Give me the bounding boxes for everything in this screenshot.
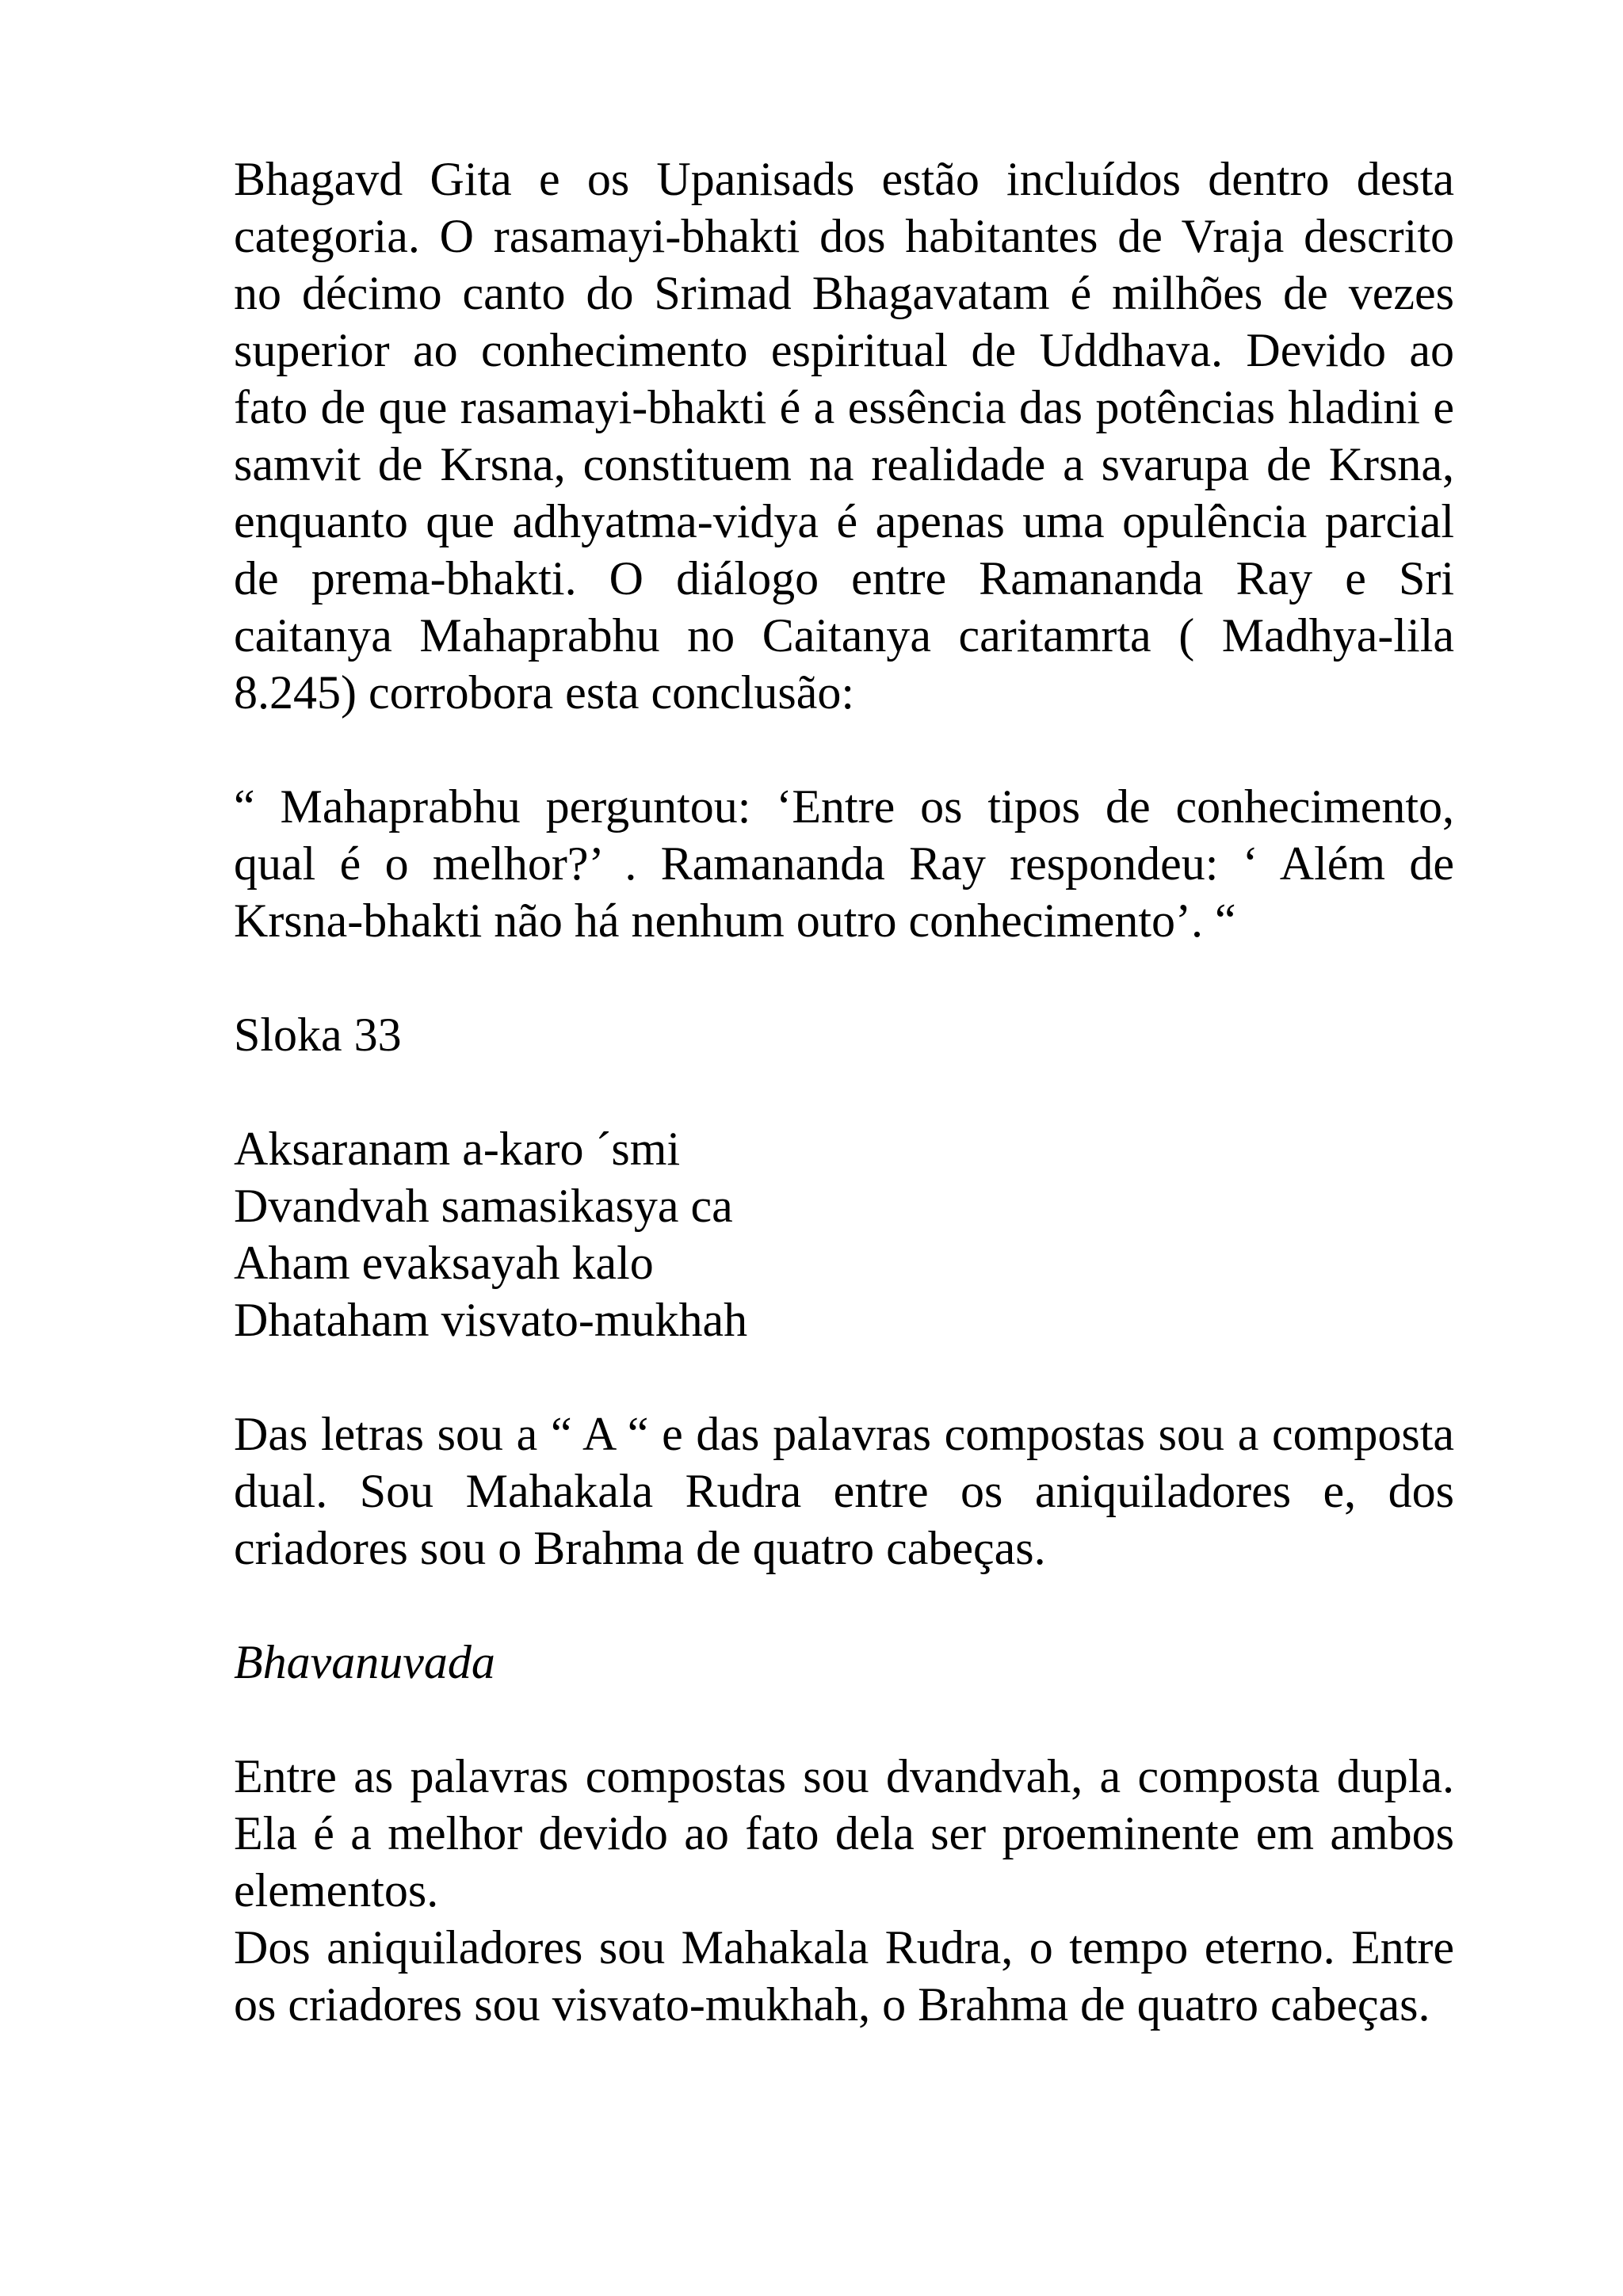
sloka-heading: Sloka 33 <box>234 1009 402 1061</box>
commentary-paragraph-2: Dos aniquiladores sou Mahakala Rudra, o tempo eterno. Entre os criadores sou visvato-mukhah, o Brahma de quatro cabeças. <box>234 1921 1454 2031</box>
verse-line-1: Aksaranam a-karo ´smi <box>234 1123 681 1175</box>
spacer <box>234 1063 1454 1120</box>
verse-line-4: Dhataham visvato-mukhah <box>234 1294 748 1346</box>
bhavanuvada-heading: Bhavanuvada <box>234 1636 495 1688</box>
spacer <box>234 949 1454 1006</box>
spacer <box>234 1691 1454 1748</box>
dialogue-quote: “ Mahaprabhu perguntou: ‘Entre os tipos de conhecimento, qual é o melhor?’ . Ramananda Ray respondeu: ‘ Além de Krsna-bhakti não há nenhum outro conhecimento’. “ <box>234 780 1454 947</box>
commentary-paragraph-1: Entre as palavras compostas sou dvandvah, a composta dupla. Ela é a melhor devido ao fato dela ser proeminente em ambos elementos. <box>234 1750 1454 1917</box>
spacer <box>234 721 1454 778</box>
spacer <box>234 1577 1454 1634</box>
intro-paragraph: Bhagavd Gita e os Upanisads estão incluídos dentro desta categoria. O rasamayi-bhakti dos habitantes de Vraja descrito no décimo canto do Srimad Bhagavatam é milhões de vezes superior ao conhecimento espiritual de Uddhava. Devido ao fato de que rasamayi-bhakti é a essência das potências hladini e samvit de Krsna, constituem na realidade a svarupa de Krsna, enquanto que adhyatma-vidya é apenas uma opulência parcial de prema-bhakti. O diálogo entre Ramananda Ray e Sri caitanya Mahaprabhu no Caitanya caritamrta ( Madhya-lila 8.245) corrobora esta conclusão: <box>234 153 1454 719</box>
spacer <box>234 1348 1454 1405</box>
verse-line-3: Aham evaksayah kalo <box>234 1237 654 1289</box>
sanskrit-verse <box>234 1120 1454 1348</box>
document-page <box>234 151 1454 2033</box>
verse-line-2: Dvandvah samasikasya ca <box>234 1180 733 1232</box>
verse-translation: Das letras sou a “ A “ e das palavras compostas sou a composta dual. Sou Mahakala Rudra entre os aniquiladores e, dos criadores sou o Brahma de quatro cabeças. <box>234 1408 1454 1574</box>
